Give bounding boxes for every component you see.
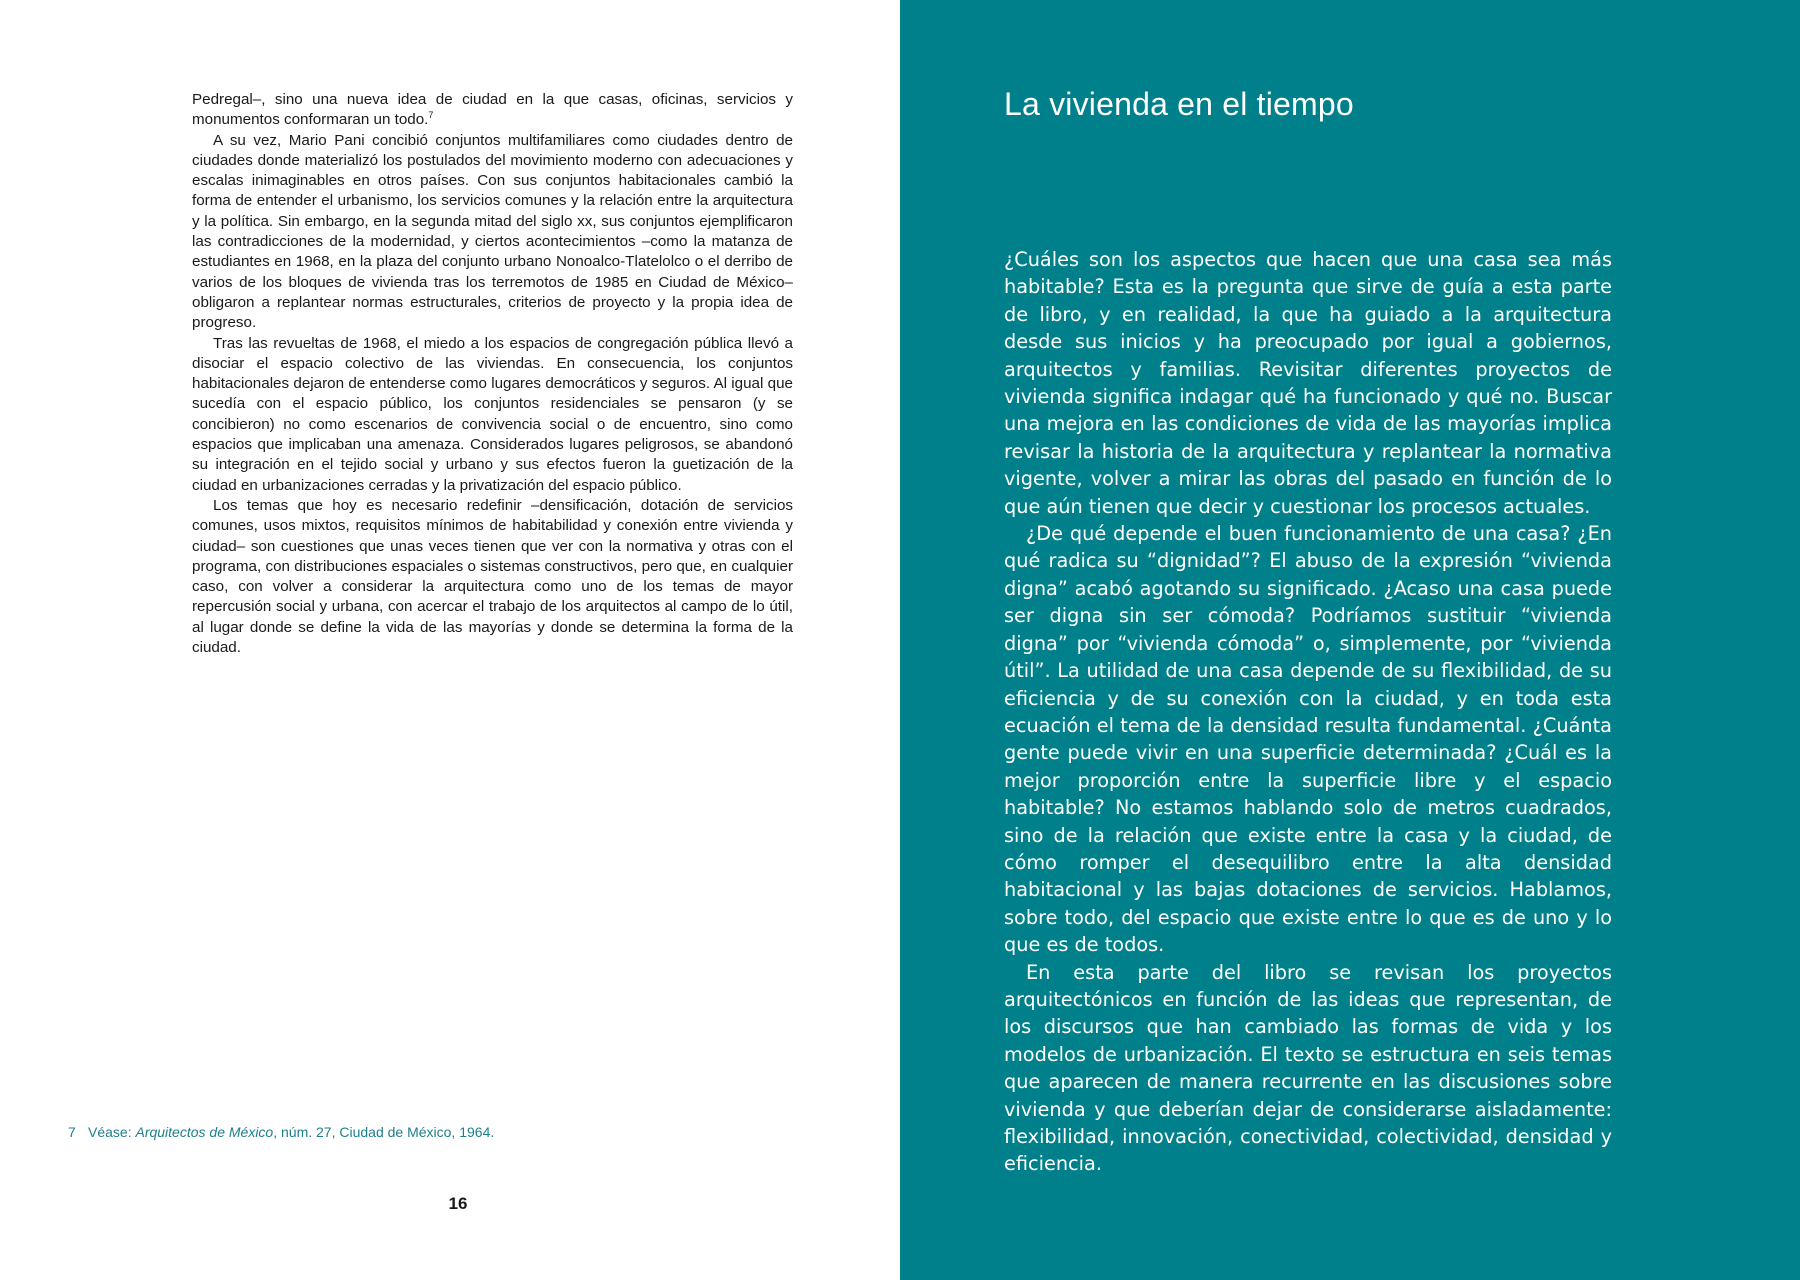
paragraph: ¿Cuáles son los aspectos que hacen que una casa sea más habitable? Esta es la pregunta que sirve de guía a esta parte de libro, y en realidad, la que ha guiado a la arquitectura desde sus inicios y ha preocupado por igual a gobiernos, arquitectos y familias. Revisitar diferentes proyectos de vivienda significa indagar qué ha funcionado y qué no. Buscar una mejora en las condiciones de vida de las mayorías implica revisar la historia de la arquitectura y replantear la normativa vigente, volver a mirar las obras del pasado en función de lo que aún tienen que decir y cuestionar los procesos actuales. — [1004, 248, 1612, 518]
paragraph: Tras las revueltas de 1968, el miedo a los espacios de congregación pública llevó a disociar el espacio colectivo de las viviendas. En consecuencia, los conjuntos habitacionales dejaron de entenderse como lugares democráticos y seguros. Al igual que sucedía con el espacio público, los conjuntos residenciales se pensaron (y se concibieron) no como escenarios de convivencia social o de encuentro, sino como espacios que implicaban una amenaza. Considerados lugares peligrosos, se abandonó su integración en el tejido social y urbano y sus efectos fueron la guetización de la ciudad en urbanizaciones cerradas y la privatización del espacio público. — [192, 334, 793, 494]
paragraph: Los temas que hoy es necesario redefinir –densificación, dotación de servicios comunes, usos mixtos, requisitos mínimos de habitabilidad y conexión entre vivienda y ciudad– son cuestiones que unas veces tienen que ver con la normativa y otras con el programa, con distribuciones espaciales o sistemas constructivos, pero que, en cualquier caso, con volver a considerar la arquitectura como uno de los temas de mayor repercusión social y urbana, con acercar el trabajo de los arquitectos al campo de lo útil, al lugar donde se define la vida de las mayorías y donde se determina la forma de la ciudad. — [192, 496, 793, 657]
section-title: La vivienda en el tiempo — [1004, 86, 1354, 122]
footnote-number: 7 — [68, 1124, 76, 1140]
footnote-prefix: Véase: — [88, 1124, 136, 1140]
paragraph: ¿De qué depende el buen funcionamiento de una casa? ¿En qué radica su “dignidad”? El abuso de la expresión “vivienda digna” acabó agotando su significado. ¿Acaso una casa puede ser digna sin ser cómoda? Podríamos sustituir “vivienda digna” por “vivienda cómoda” o, simplemente, por “vivienda útil”. La utilidad de una casa depende de su flexibilidad, de su eficiencia y de su conexión con la ciudad, y en toda esta ecuación el tema de la densidad resulta fundamental. ¿Cuánta gente puede vivir en una superficie determinada? ¿Cuál es la mejor proporción entre la superficie libre y el espacio habitable? No estamos hablando solo de metros cuadrados, sino de la relación que existe entre la casa y la ciudad, de cómo romper el desequilibro entre la alta densidad habitacional y las bajas dotaciones de servicios. Hablamos, sobre todo, del espacio que existe entre lo que es de uno y lo que es de todos. — [1004, 522, 1612, 957]
left-body-text — [192, 90, 793, 658]
right-body-text — [1004, 246, 1612, 1178]
paragraph — [192, 90, 793, 131]
footnote — [68, 1124, 768, 1140]
paragraph: A su vez, Mario Pani concibió conjuntos multifamiliares como ciudades dentro de ciudades donde materializó los postulados del movimiento moderno con adecuaciones y escalas inimaginables en otros países. Con sus conjuntos habitacionales cambió la forma de entender el urbanismo, los servicios comunes y la relación entre la arquitectura y la política. Sin embargo, en la segunda mitad del siglo xx, sus conjuntos ejemplificaron las contradicciones de la modernidad, y ciertos acontecimientos –como la matanza de estudiantes en 1968, en la plaza del conjunto urbano Nonoalco-Tlatelolco o el derribo de varios de los bloques de vivienda tras los terremotos de 1985 en Ciudad de México– obligaron a replantear normas estructurales, criterios de proyecto y la propia idea de progreso. — [192, 131, 793, 332]
paragraph-text: Pedregal–, sino una nueva idea de ciudad en la que casas, oficinas, servicios y monumentos conformaran un todo. — [192, 91, 793, 129]
paragraph: En esta parte del libro se revisan los proyectos arquitectónicos en función de las ideas que representan, de los discursos que han cambiado las formas de vida y los modelos de urbanización. El texto se estructura en seis temas que aparecen de manera recurrente en las discusiones sobre vivienda y que deberían dejar de considerarse aisladamente: flexibilidad, innovación, conectividad, colectividad, densidad y eficiencia. — [1004, 960, 1612, 1176]
footnote-suffix: , núm. 27, Ciudad de México, 1964. — [273, 1124, 495, 1140]
page-number: 16 — [448, 1194, 468, 1213]
footnote-reference: 7 — [428, 110, 434, 121]
right-page — [900, 0, 1800, 1280]
footnote-title: Arquitectos de México — [135, 1124, 274, 1140]
